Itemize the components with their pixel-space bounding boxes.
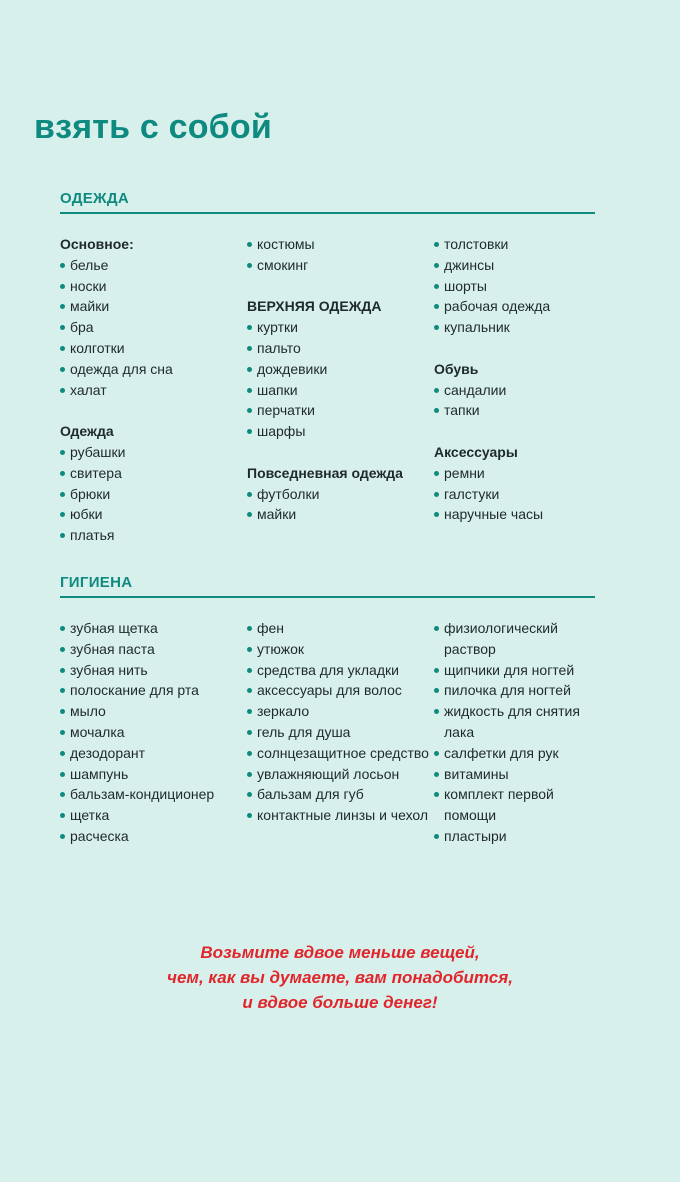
list-group — [434, 359, 595, 421]
list-item: дождевики — [247, 359, 434, 380]
list-item: физиологический раствор — [434, 618, 595, 660]
list-item: средства для укладки — [247, 660, 434, 681]
list-item: комплект первой помощи — [434, 784, 595, 826]
list-item: рубашки — [60, 442, 247, 463]
list-item: купальник — [434, 317, 595, 338]
list-item: утюжок — [247, 639, 434, 660]
list-item: щетка — [60, 805, 247, 826]
list-item: пальто — [247, 338, 434, 359]
list-item: футболки — [247, 484, 434, 505]
group-title: Повседневная одежда — [247, 464, 403, 481]
list-group — [434, 442, 595, 525]
group-title: Основное: — [60, 236, 134, 252]
item-list — [434, 463, 595, 525]
list-item: пластыри — [434, 826, 595, 847]
list-item: бальзам для губ — [247, 784, 434, 805]
hygiene-heading: ГИГИЕНА — [60, 574, 595, 598]
list-item: бальзам-кондиционер — [60, 784, 247, 805]
group-title: Аксессуары — [434, 443, 518, 460]
item-list — [247, 317, 434, 442]
list-column — [60, 234, 247, 546]
list-item: толстовки — [434, 234, 595, 255]
group-title: ВЕРХНЯЯ ОДЕЖДА — [247, 298, 382, 315]
list-item: увлажняющий лосьон — [247, 764, 434, 785]
quote-line: чем, как вы думаете, вам понадобится, — [167, 968, 513, 987]
list-item: юбки — [60, 504, 247, 525]
quote — [0, 940, 680, 1015]
list-group — [60, 618, 247, 847]
list-group — [247, 296, 434, 442]
list-item: тапки — [434, 400, 595, 421]
quote-line: Возьмите вдвое меньше вещей, — [200, 943, 480, 962]
item-list — [247, 618, 434, 826]
item-list — [60, 618, 247, 847]
list-item: зубная щетка — [60, 618, 247, 639]
group-title: Обувь — [434, 360, 479, 377]
list-item: ремни — [434, 463, 595, 484]
clothing-section — [60, 190, 595, 546]
item-list — [60, 442, 247, 546]
list-item: майки — [247, 504, 434, 525]
list-group — [60, 421, 247, 546]
list-item: бра — [60, 317, 247, 338]
list-item: зубная паста — [60, 639, 247, 660]
list-item: витамины — [434, 764, 595, 785]
item-list — [247, 234, 434, 276]
list-item: костюмы — [247, 234, 434, 255]
list-item: галстуки — [434, 484, 595, 505]
list-column — [434, 618, 595, 847]
clothing-columns — [60, 234, 595, 546]
item-list — [434, 234, 595, 338]
list-item: белье — [60, 255, 247, 276]
list-item: сандалии — [434, 380, 595, 401]
list-group — [434, 618, 595, 847]
list-item: щипчики для ногтей — [434, 660, 595, 681]
list-group — [60, 234, 247, 400]
list-item: шапки — [247, 380, 434, 401]
list-group — [247, 463, 434, 525]
list-item: перчатки — [247, 400, 434, 421]
list-item: колготки — [60, 338, 247, 359]
list-item: полоскание для рта — [60, 680, 247, 701]
list-item: фен — [247, 618, 434, 639]
list-item: куртки — [247, 317, 434, 338]
item-list — [434, 618, 595, 847]
clothing-heading: ОДЕЖДА — [60, 190, 595, 214]
list-item: майки — [60, 296, 247, 317]
list-item: мыло — [60, 701, 247, 722]
item-list — [60, 255, 247, 401]
list-item: гель для душа — [247, 722, 434, 743]
list-item: смокинг — [247, 255, 434, 276]
list-item: расческа — [60, 826, 247, 847]
list-item: аксессуары для волос — [247, 680, 434, 701]
item-list — [434, 380, 595, 422]
list-item: брюки — [60, 484, 247, 505]
list-item: рабочая одежда — [434, 296, 595, 317]
list-group — [434, 234, 595, 338]
list-item: солнцезащитное средство — [247, 743, 434, 764]
list-column — [60, 618, 247, 847]
list-column — [434, 234, 595, 546]
list-item: зубная нить — [60, 660, 247, 681]
list-item: жидкость для снятия лака — [434, 701, 595, 743]
hygiene-section — [60, 574, 595, 847]
list-item: зеркало — [247, 701, 434, 722]
list-item: наручные часы — [434, 504, 595, 525]
list-group — [247, 618, 434, 826]
group-title: Одежда — [60, 423, 114, 440]
list-item: салфетки для рук — [434, 743, 595, 764]
list-item: дезодорант — [60, 743, 247, 764]
list-item: одежда для сна — [60, 359, 247, 380]
list-item: носки — [60, 276, 247, 297]
list-column — [247, 234, 434, 546]
hygiene-columns — [60, 618, 595, 847]
list-item: джинсы — [434, 255, 595, 276]
list-item: мочалка — [60, 722, 247, 743]
list-item: халат — [60, 380, 247, 401]
list-item: контактные линзы и чехол — [247, 805, 434, 826]
list-item: шарфы — [247, 421, 434, 442]
list-item: шорты — [434, 276, 595, 297]
list-item: шампунь — [60, 764, 247, 785]
list-group — [247, 234, 434, 276]
item-list — [247, 484, 434, 526]
list-item: платья — [60, 525, 247, 546]
list-item: пилочка для ногтей — [434, 680, 595, 701]
list-item: свитера — [60, 463, 247, 484]
quote-line: и вдвое больше денег! — [242, 993, 438, 1012]
page-title: взять с собой — [34, 108, 272, 146]
list-column — [247, 618, 434, 847]
